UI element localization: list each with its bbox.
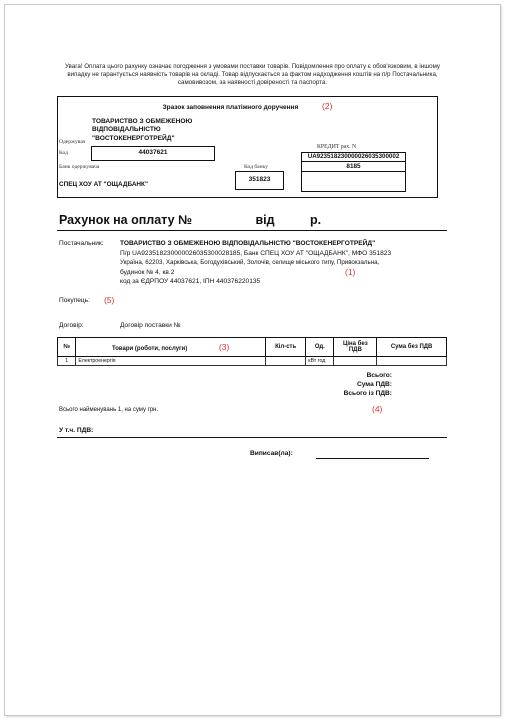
row-qty xyxy=(265,357,305,366)
marker-1: (1) xyxy=(345,267,356,277)
table-row xyxy=(58,357,447,366)
col-unit: Од. xyxy=(306,338,334,357)
account-suffix: 8185 xyxy=(302,162,405,172)
col-price: Ціна без ПДВ xyxy=(334,338,377,357)
signature-line xyxy=(316,458,429,459)
totals-block xyxy=(300,371,392,399)
bank-name: СПЕЦ ХОУ АТ "ОЩАДБАНК" xyxy=(59,181,148,188)
col-number: № xyxy=(58,338,76,357)
col-goods-label: Товари (роботи, послуги) xyxy=(111,346,188,352)
row-number: 1 xyxy=(58,357,76,366)
goods-table xyxy=(57,337,447,366)
vat-including-label: У т.ч. ПДВ: xyxy=(59,427,94,434)
supplier-house-line: будинок № 4, кв.2 xyxy=(120,268,175,276)
bank-label: Банк одержувача xyxy=(59,164,100,170)
issued-by-label: Виписав(ла): xyxy=(250,450,293,457)
invoice-title-text: Рахунок на оплату № xyxy=(59,213,192,227)
credit-label: КРЕДИТ рах. N xyxy=(317,144,357,150)
bank-code-label: Код банку xyxy=(244,164,269,170)
buyer-label: Покупець: xyxy=(59,297,90,304)
row-sum xyxy=(377,357,447,366)
code-label: Код xyxy=(59,150,68,156)
col-sum: Сума без ПДВ xyxy=(377,338,447,357)
row-unit: кВт год xyxy=(306,357,334,366)
contract-value: Договір поставки № xyxy=(120,322,181,329)
supplier-details xyxy=(120,239,440,287)
total-with-vat-label: Всього із ПДВ: xyxy=(343,390,392,398)
payment-sample-box xyxy=(57,96,438,198)
payment-sample-heading xyxy=(58,101,437,111)
recipient-code-field: 44037621 xyxy=(91,146,215,161)
marker-3: (3) xyxy=(218,342,230,352)
marker-5: (5) xyxy=(104,295,115,305)
recipient-label: Одержувач xyxy=(59,139,86,145)
supplier-address-line: Україна, 62203, Харківська, Богодухівський, Золочів, селище міського типу, Привокзальна, xyxy=(120,259,380,267)
bank-code-field: 351823 xyxy=(235,171,284,190)
col-goods xyxy=(76,338,266,357)
col-qty: Кіл-сть xyxy=(265,338,305,357)
supplier-code-line: код за ЄДРПОУ 44037621, ІПН 440376220135 xyxy=(120,278,261,286)
payment-warning: Увага! Оплата цього рахунку означає погодження з умовами поставки товарів. Повідомлення про оплату є обов'язковим, в іншому випадку не гарантується наявність товарів на складі. Товар відпускається за фактом надходження коштів на п/р Постачальника, самовивозом, за наявності довіреності та паспорта. xyxy=(64,63,441,86)
marker-4: (4) xyxy=(372,404,383,414)
row-name: Електроенергія xyxy=(76,357,266,366)
vat-divider xyxy=(57,437,447,438)
invoice-from: від xyxy=(255,213,275,227)
vat-label: Сума ПДВ: xyxy=(356,381,392,389)
title-divider xyxy=(57,230,447,231)
supplier-account-line: П/р UA923518230000026035300028185, Банк СПЕЦ ХОУ АТ "ОЩАДБАНК", МФО 351823 xyxy=(120,249,392,257)
payment-sample-title: Зразок заповнення платіжного доручення xyxy=(162,104,299,111)
total-label: Всього: xyxy=(366,372,392,379)
supplier-name: ТОВАРИСТВО З ОБМЕЖЕНОЮ ВІДПОВІДАЛЬНІСТЮ "ВОСТОКЕНЕРГОТРЕЙД" xyxy=(120,240,376,247)
contract-label: Договір: xyxy=(59,322,84,329)
table-header-row xyxy=(58,338,447,357)
credit-account-box xyxy=(301,152,406,192)
marker-2: (2) xyxy=(322,101,333,111)
account-number: UA923518230000026035300002 xyxy=(302,153,405,162)
invoice-year-suffix: р. xyxy=(310,213,322,227)
supplier-label: Постачальник: xyxy=(59,240,104,247)
recipient-company-name: ТОВАРИСТВО З ОБМЕЖЕНОЮ ВІДПОВІДАЛЬНІСТЮ "ВОСТОКЕНЕРГОТРЕЙД" xyxy=(92,118,193,142)
row-price xyxy=(334,357,377,366)
invoice-title xyxy=(59,213,321,227)
items-summary: Всього найменувань 1, на суму грн. xyxy=(59,407,159,413)
